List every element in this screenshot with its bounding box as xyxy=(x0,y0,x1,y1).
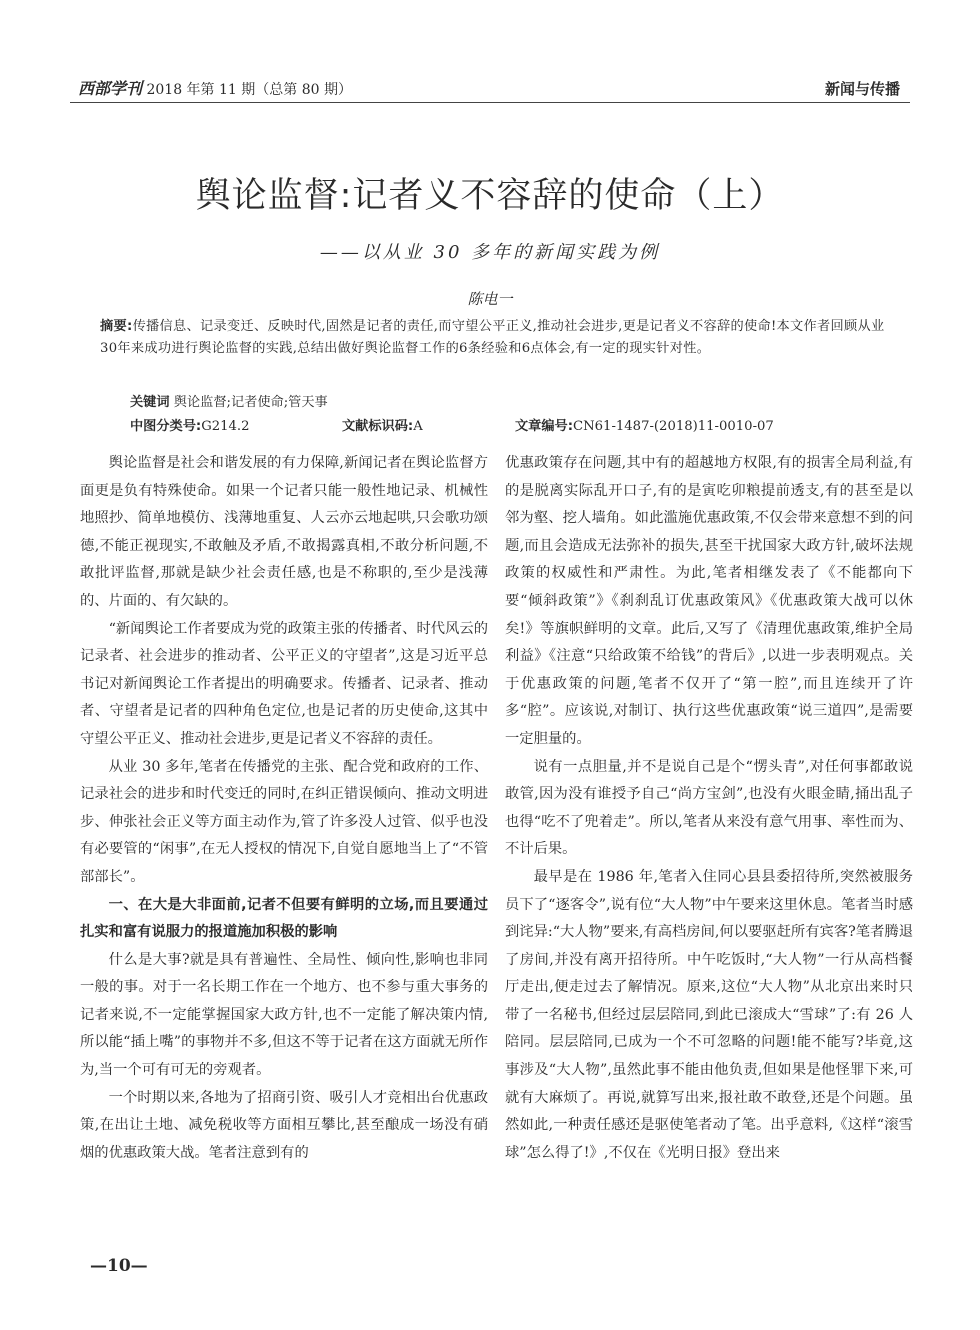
body-column-left xyxy=(80,450,488,1167)
paragraph: 舆论监督是社会和谐发展的有力保障,新闻记者在舆论监督方面更是负有特殊使命。如果一个记者只能一般性地记录、机械性地照抄、简单地模仿、浅薄地重复、人云亦云地起哄,只会歌功颂德,不能正视现实,不敢触及矛盾,不敢揭露真相,不敢分析问题,不敢批评监督,那就是缺少社会责任感,也是不称职的,至少是浅薄的、片面的、有欠缺的。 xyxy=(80,455,488,609)
journal-issue: 2018 年第 11 期（总第 80 期） xyxy=(142,82,352,98)
paragraph: 什么是大事?就是具有普遍性、全局性、倾向性,影响也非同一般的事。对于一名长期工作在一个地方、也不参与重大事务的记者来说,不一定能掌握国家大政方针,也不一定能了解决策内情,所以能“插上嘴”的事物并不多,但这不等于记者在这方面就无所作为,当一个可有可无的旁观者。 xyxy=(80,951,488,1079)
section-name: 新闻与传播 xyxy=(824,80,900,98)
journal-logo: 西部学刊 xyxy=(78,79,143,98)
paragraph: 最早是在 1986 年,笔者入住同心县县委招待所,突然被服务员下了“逐客令”,说有位“大人物”中午要来这里休息。笔者当时感到诧异:“大人物”要来,有高档房间,何以要驱赶所有宾客?笔者腾退了房间,并没有离开招待所。中午吃饭时,“大人物”一行从高档餐厅走出,便走过去了解情况。原来,这位“大人物”从北京出来时只带了一名秘书,但经过层层陪同,到此已滚成大“雪球”了:有 26 人陪同。层层陪同,已成为一个不可忽略的问题!能不能写?毕竟,这事涉及“大人物”,虽然此事不能由他负责,但如果是他怪罪下来,可就有大麻烦了。再说,就算写出来,报社敢不敢登,还是个问题。虽然如此,一种责任感还是驱使笔者动了笔。出乎意料,《这样“滚雪球”怎么得了!》,不仅在《光明日报》登出来 xyxy=(505,868,913,1161)
paragraph: 一个时期以来,各地为了招商引资、吸引人才竞相出台优惠政策,在出让土地、减免税收等方面相互攀比,甚至酿成一场没有硝烟的优惠政策大战。笔者注意到有的 xyxy=(80,1089,488,1161)
paragraph: 从业 30 多年,笔者在传播党的主张、配合党和政府的工作、记录社会的进步和时代变迁的同时,在纠正错误倾向、推动文明进步、伸张社会正义等方面主动作为,管了许多没人过管、似乎也没有必要管的“闲事”,在无人授权的情况下,自觉自愿地当上了“不管部部长”。 xyxy=(80,758,488,885)
paragraph: 说有一点胆量,并不是说自己是个“愣头青”,对任何事都敢说敢管,因为没有谁授予自己“尚方宝剑”,也没有火眼金睛,捅出乱子也得“吃不了兜着走”。所以,笔者从来没有意气用事、率性而为、不计后果。 xyxy=(505,758,913,858)
section-heading: 一、在大是大非面前,记者不但要有鲜明的立场,而且要通过扎实和富有说服力的报道施加积极的影响 xyxy=(80,896,488,941)
abstract-text: 传播信息、记录变迁、反映时代,固然是记者的责任,而守望公平正义,推动社会进步,更是记者义不容辞的使命!本文作者回顾从业30年来成功进行舆论监督的实践,总结出做好舆论监督工作的6条经验和6点体会,有一定的现实针对性。 xyxy=(100,319,885,356)
article-number-label: 文章编号: xyxy=(515,419,574,434)
article-number-value: CN61-1487-(2018)11-0010-07 xyxy=(573,419,774,434)
paragraph: “新闻舆论工作者要成为党的政策主张的传播者、时代风云的记录者、社会进步的推动者、公平正义的守望者”,这是习近平总书记对新闻舆论工作者提出的明确要求。传播者、记录者、推动者、守望者是记者的四种角色定位,也是记者的历史使命,这其中守望公平正义、推动社会进步,更是记者义不容辞的责任。 xyxy=(80,620,488,747)
article-number xyxy=(515,415,774,434)
clc-label: 中图分类号: xyxy=(130,419,202,434)
keywords-text: 舆论监督;记者使命;管天事 xyxy=(169,395,328,410)
clc-number xyxy=(130,415,250,434)
keywords-label: 关键词 xyxy=(130,395,170,410)
author-name: 陈电一 xyxy=(467,290,513,308)
article-title: 舆论监督:记者义不容辞的使命（上） xyxy=(195,176,785,216)
body-column-right xyxy=(505,450,913,1167)
document-code xyxy=(342,415,423,434)
header-rule xyxy=(70,102,910,103)
paragraph: 优惠政策存在问题,其中有的超越地方权限,有的损害全局利益,有的是脱离实际乱开口子,有的是寅吃卯粮提前透支,有的甚至是以邻为壑、挖人墙角。如此滥施优惠政策,不仅会带来意想不到的问题,而且会造成无法弥补的损失,甚至干扰国家大政方针,破坏法规政策的权威性和严肃性。为此,笔者相继发表了《不能都向下要“倾斜政策”》《刹刹乱订优惠政策风》《优惠政策大战可以休矣!》等旗帜鲜明的文章。此后,又写了《清理优惠政策,维护全局利益》《注意“只给政策不给钱”的背后》,以进一步表明观点。关于优惠政策的问题,笔者不仅开了“第一腔”,而且连续开了许多“腔”。应该说,对制订、执行这些优惠政策“说三道四”,是需要一定胆量的。 xyxy=(505,455,913,747)
abstract xyxy=(100,316,890,360)
page-number: —10— xyxy=(90,1256,148,1276)
doc-code-label: 文献标识码: xyxy=(342,419,414,434)
article-subtitle: ——以从业 30 多年的新闻实践为例 xyxy=(319,242,661,263)
abstract-label: 摘要: xyxy=(100,319,133,334)
keywords xyxy=(130,391,328,410)
running-header-left xyxy=(78,76,352,99)
clc-value: G214.2 xyxy=(201,419,250,434)
doc-code-value: A xyxy=(413,419,423,434)
